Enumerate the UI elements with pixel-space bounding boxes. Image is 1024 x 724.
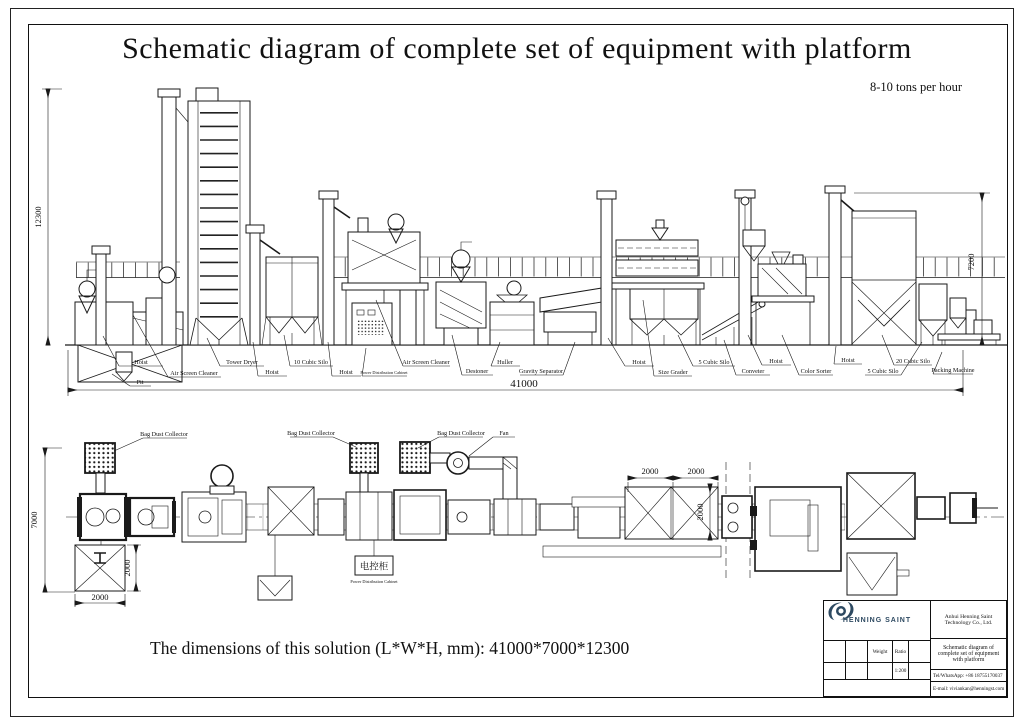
tb-bottom-strip [824,680,930,696]
svg-text:Destoner: Destoner [465,368,489,375]
svg-text:7000: 7000 [29,511,39,529]
svg-text:10 Cubic Silo: 10 Cubic Silo [293,359,329,366]
label-hoist-5 [748,335,791,365]
svg-text:2000: 2000 [687,466,705,476]
silo-20-cubic [852,211,916,345]
dim-width-7000 [29,448,75,592]
page-title: Schematic diagram of complete set of equipment with platform [122,32,912,65]
dim-height-12300 [33,89,62,345]
gravity-separator [540,288,602,345]
svg-text:Hoist: Hoist [339,369,353,376]
title-block [823,600,1007,697]
title-block-right [931,601,1006,696]
label-bag-dust-collector-1 [114,431,188,451]
svg-text:2000: 2000 [122,559,132,577]
company-name: Anhui Henning Saint Technology Co., Ltd. [931,601,1006,639]
brand-name: HENNING SAINT [842,617,912,624]
drawing-title: Schematic diagram of complete set of equipment with platform [931,639,1006,670]
svg-text:Pit: Pit [136,379,144,386]
tb-cell-empty-5 [846,663,868,679]
svg-text:5 Cubic Silo: 5 Cubic Silo [698,359,730,366]
plan-view [29,430,1004,607]
capacity-note: 8-10 tons per hour [870,80,962,94]
ratio-label: Ratio [893,641,909,662]
svg-text:电控柜: 电控柜 [359,561,389,573]
label-packing-machine [931,352,974,374]
svg-text:Power Distribution Cabinet: Power Distribution Cabinet [360,370,408,375]
pit-elevation [78,345,182,382]
svg-text:Packing Machine: Packing Machine [931,367,975,374]
silo-10-cubic [262,257,322,345]
huller [490,281,534,345]
plan-pipe-run [543,546,721,557]
label-hoist-2 [253,342,287,376]
svg-text:5 Cubic Silo: 5 Cubic Silo [867,368,899,375]
company-logo [824,601,930,641]
svg-text:2000: 2000 [641,466,659,476]
title-block-value-row [824,663,930,680]
swirl-logo-icon [824,601,858,621]
tb-cell-empty-4 [824,663,846,679]
weight-value [868,663,893,679]
tb-cell-empty-1 [824,641,846,662]
svg-text:Bag Dust Collector: Bag Dust Collector [287,430,335,437]
plan-power-cabinet [350,540,398,584]
svg-text:20 Cubic Silo: 20 Cubic Silo [895,358,931,365]
label-hoist-4 [608,338,654,366]
tb-cell-empty-3 [909,641,930,662]
contact-email: E-mail: viviankan@henningst.com [933,686,1005,692]
dim-pit-width [75,592,125,607]
svg-text:Hoist: Hoist [134,359,148,366]
svg-text:Color Sorter: Color Sorter [800,368,832,375]
tb-cell-empty-2 [846,641,868,662]
svg-text:Bag Dust Collector: Bag Dust Collector [437,430,485,437]
elevation-view [33,88,1007,396]
label-silo-5a [678,335,735,366]
title-block-left [824,601,931,696]
label-hoist-6 [834,346,862,364]
svg-text:Size Grader: Size Grader [658,369,688,376]
weight-label: Weight [868,641,893,662]
plan-silo-20-footprint [847,473,915,539]
plan-pit [75,540,125,591]
svg-text:Air Screen Cleaner: Air Screen Cleaner [402,359,450,366]
svg-text:Hoist: Hoist [841,357,855,364]
silo-5-cubic-a [630,289,698,345]
svg-text:Gravity Separator: Gravity Separator [518,368,564,375]
svg-text:Conveter: Conveter [741,368,765,375]
conveyor [702,301,765,345]
svg-text:Hoist: Hoist [632,359,646,366]
hoist-d [597,191,616,345]
svg-text:Power Distribution Cabinet: Power Distribution Cabinet [350,579,398,584]
label-gravity-separator [519,342,575,375]
svg-text:2000: 2000 [91,592,109,602]
fan [447,452,517,502]
svg-text:7200: 7200 [966,253,976,271]
solution-dimensions-text: The dimensions of this solution (L*W*H, mm): 41000*7000*12300 [150,638,630,658]
svg-text:Huller: Huller [497,359,513,366]
destoner [436,242,486,345]
contact-tel: Tel/WhatsApp: +86 18755170037 [931,670,1006,682]
svg-text:12300: 12300 [33,206,43,228]
tower-dryer [146,88,250,345]
bag-dust-collector-3 [400,442,450,473]
bag-dust-collector-1 [85,443,115,493]
color-sorter [752,252,814,345]
svg-text:Tower Dryer: Tower Dryer [226,359,258,366]
svg-text:Bag Dust Collector: Bag Dust Collector [140,431,188,438]
svg-text:Hoist: Hoist [265,369,279,376]
svg-text:41000: 41000 [510,378,538,390]
label-color-sorter [782,335,833,375]
svg-text:Air Screen Cleaner: Air Screen Cleaner [170,370,218,377]
hoist-f [825,186,855,345]
plan-v-box [847,553,909,595]
title-block-header-row [824,641,930,663]
svg-text:Hoist: Hoist [769,358,783,365]
svg-text:Fan: Fan [499,430,509,437]
tb-cell-empty-6 [909,663,930,679]
ratio-value: 1:200 [893,663,909,679]
label-hoist-3 [328,342,361,376]
label-bag-dust-collector-2 [287,430,356,447]
svg-text:2000: 2000 [695,503,705,521]
